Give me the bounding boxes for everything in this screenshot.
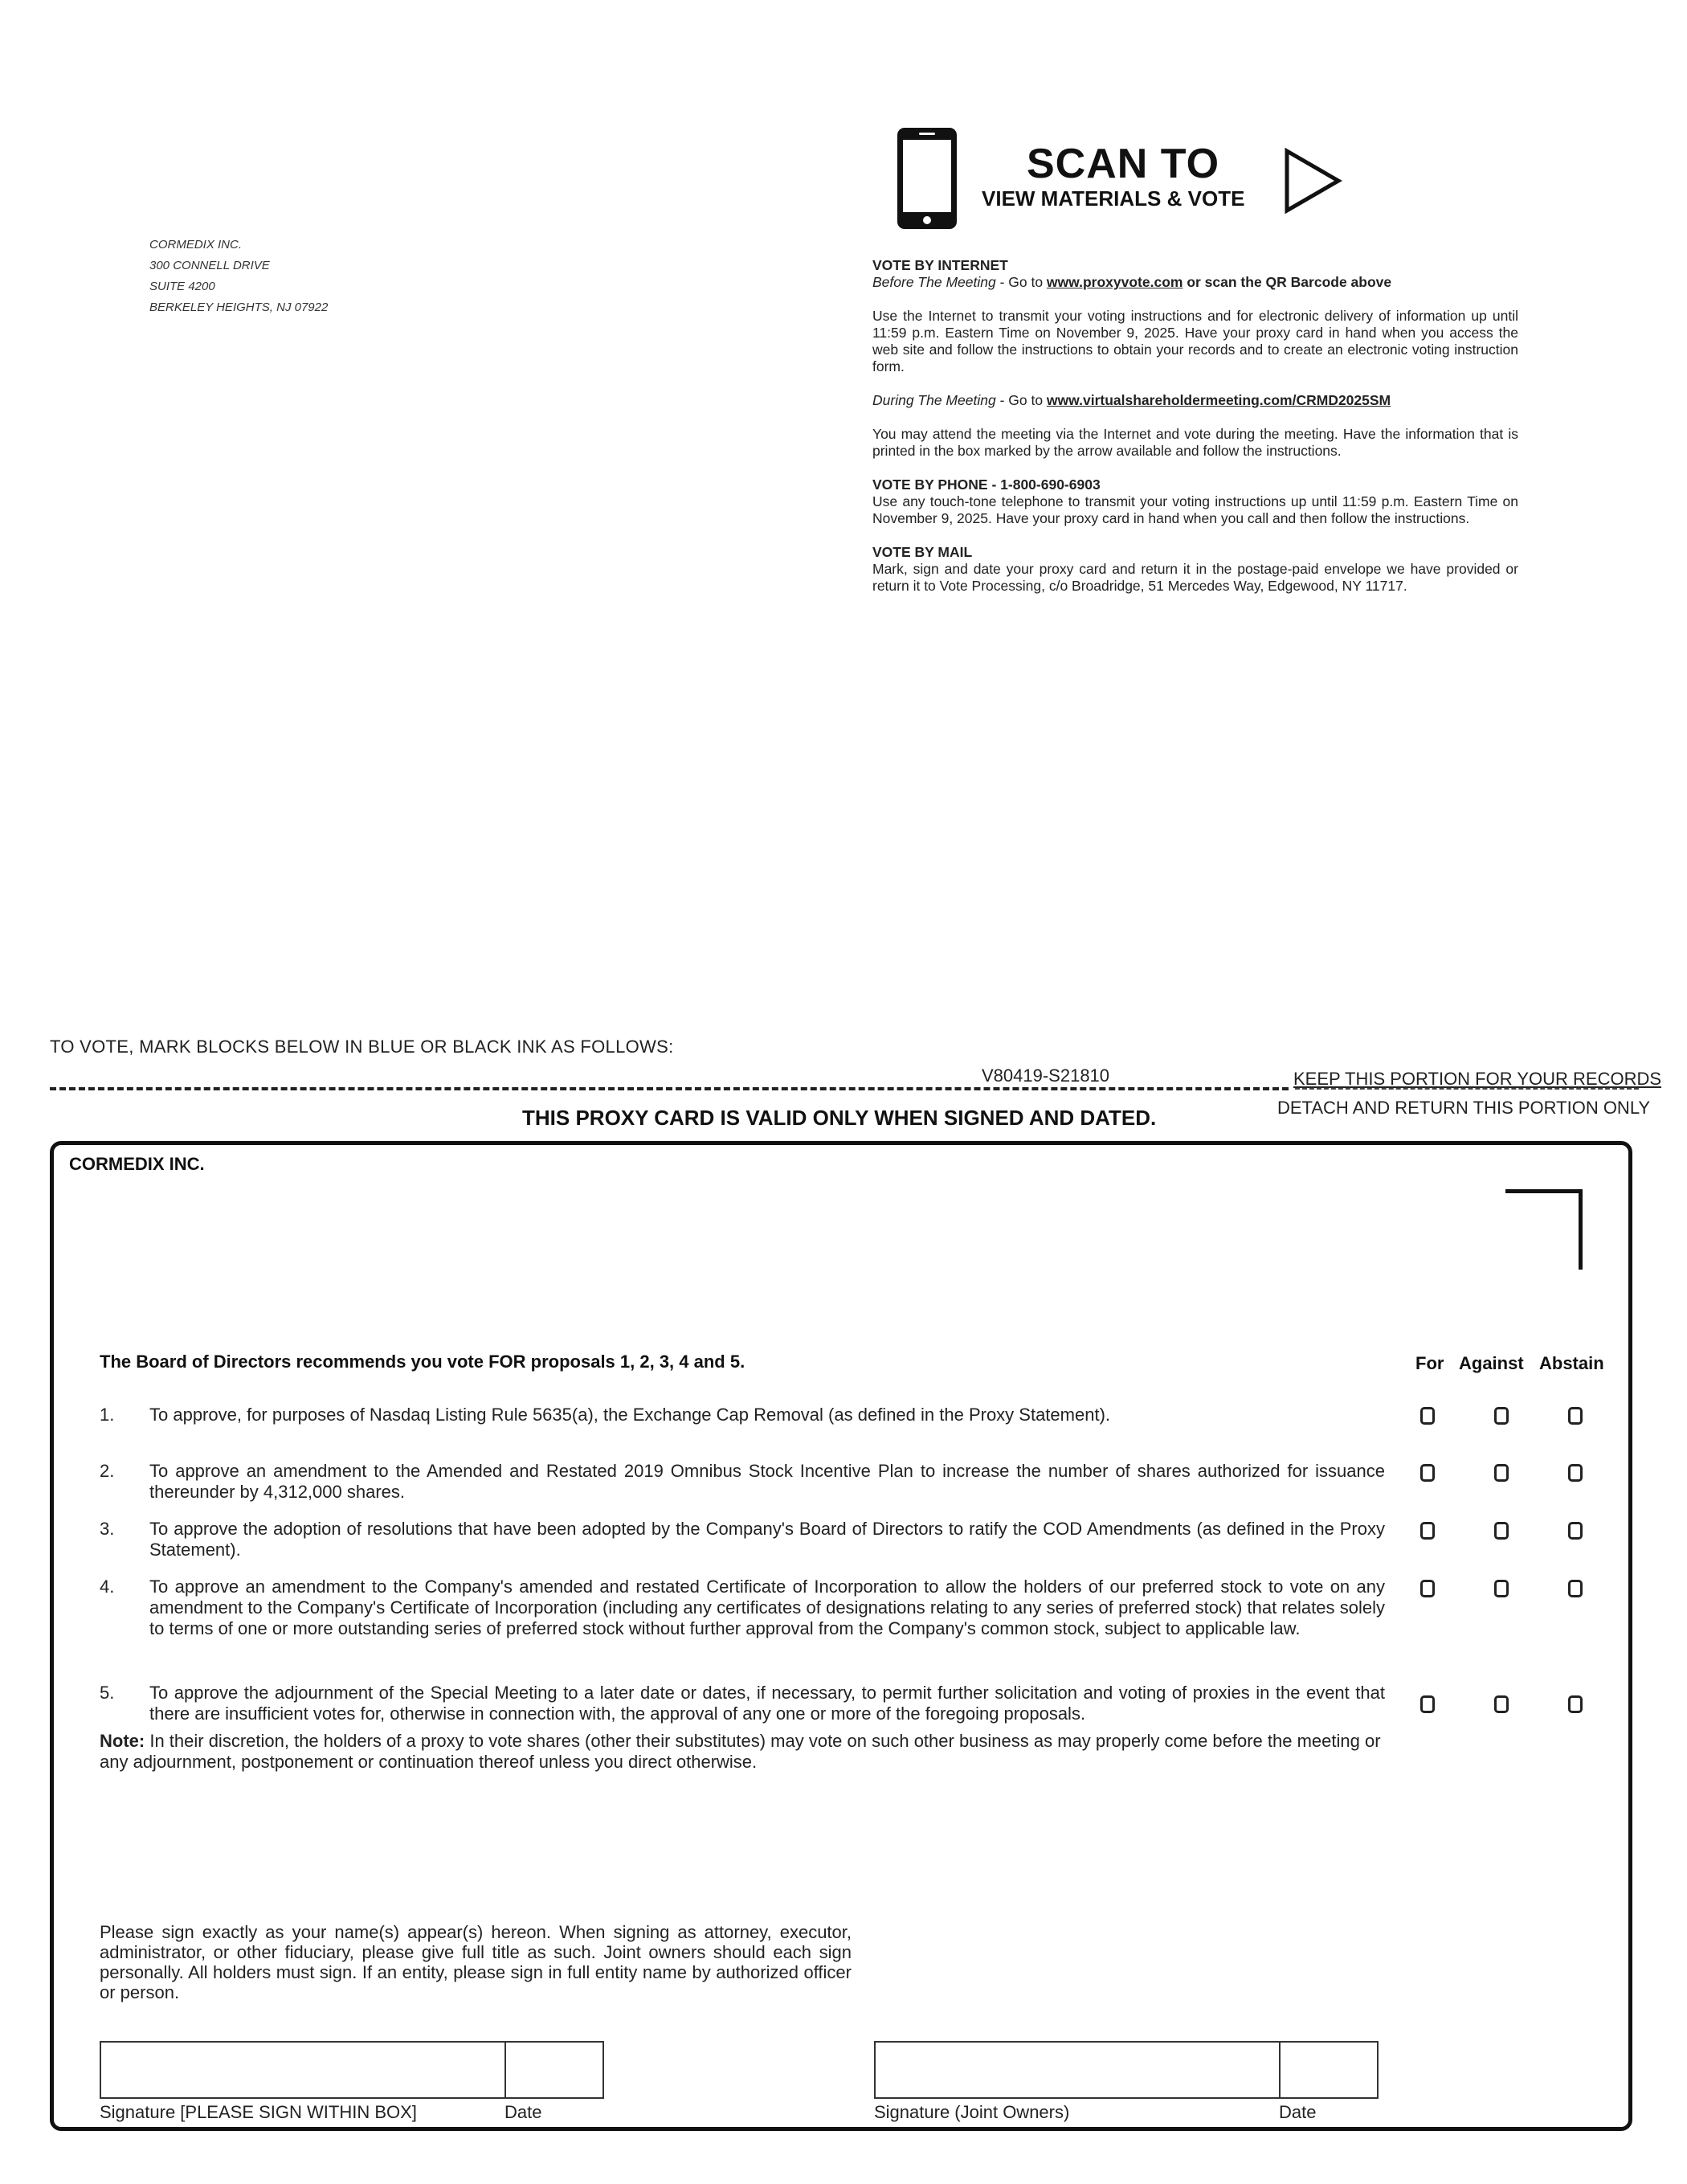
proposal-2-against-checkbox[interactable] bbox=[1494, 1464, 1509, 1482]
signing-instructions: Please sign exactly as your name(s) appear(s) hereon. When signing as attorney, executor, administrator, or other fiduciary, please give full title as such. Joint owners should each sign personally. All holders must sign. If an entity, please sign in full entity name by authorized officer or person. bbox=[100, 1922, 852, 2002]
date-box[interactable] bbox=[504, 2041, 604, 2099]
scan-title: SCAN TO bbox=[1027, 141, 1220, 187]
column-for: For bbox=[1415, 1353, 1444, 1373]
vote-by-internet-section bbox=[872, 257, 1518, 595]
proposal-3 bbox=[100, 1519, 1385, 1560]
proposal-4 bbox=[100, 1577, 1385, 1639]
detach-return-text: DETACH AND RETURN THIS PORTION ONLY bbox=[1277, 1098, 1651, 1118]
proposal-text: To approve the adjournment of the Special Meeting to a later date or dates, if necessary, to permit further solicitation and voting of proxies in the event that there are insufficient votes for, otherwise in connection with, the approval of any one or more of the foregoing proposals. bbox=[149, 1683, 1385, 1724]
proposal-5-abstain-checkbox[interactable] bbox=[1568, 1695, 1583, 1713]
proposal-number: 4. bbox=[100, 1577, 115, 1597]
internet-instructions: Use the Internet to transmit your voting instructions and for electronic delivery of information up until 11:59 p.m. Eastern Time on November 9, 2025. Have your proxy card in hand when you access the web site and follow the instructions to obtain your records and to create an electronic voting instruction form. bbox=[872, 308, 1518, 374]
address-line1: 300 CONNELL DRIVE bbox=[149, 259, 270, 272]
internet-heading: VOTE BY INTERNET bbox=[872, 257, 1008, 273]
proposal-number: 2. bbox=[100, 1461, 115, 1481]
return-address bbox=[149, 235, 328, 318]
note-label: Note: bbox=[100, 1731, 145, 1751]
proposal-text: To approve, for purposes of Nasdaq Listing Rule 5635(a), the Exchange Cap Removal (as defined in the Proxy Statement). bbox=[149, 1405, 1111, 1425]
before-go-text: - Go to bbox=[995, 274, 1047, 290]
proxyvote-link[interactable]: www.proxyvote.com bbox=[1046, 274, 1183, 290]
column-against: Against bbox=[1459, 1353, 1524, 1373]
proposal-3-for-checkbox[interactable] bbox=[1420, 1522, 1435, 1540]
proposal-5-against-checkbox[interactable] bbox=[1494, 1695, 1509, 1713]
during-go-text: - Go to bbox=[995, 392, 1047, 408]
proposal-5-for-checkbox[interactable] bbox=[1420, 1695, 1435, 1713]
address-line3: BERKELEY HEIGHTS, NJ 07922 bbox=[149, 301, 329, 314]
card-company-name: CORMEDIX INC. bbox=[69, 1154, 205, 1174]
date-label: Date bbox=[504, 2102, 542, 2122]
proposal-1-abstain-checkbox[interactable] bbox=[1568, 1407, 1583, 1425]
proposal-text: To approve an amendment to the Company's amended and restated Certificate of Incorporation to allow the holders of our preferred stock to vote on any amendment to the Company's Certificate of Incorporation (including any certificates of designations relating to any series of preferred stock) that relates solely to terms of one or more outstanding series of preferred stock without further approval from the Company's common stock, subject to applicable law. bbox=[149, 1577, 1385, 1638]
joint-date-label: Date bbox=[1279, 2102, 1317, 2122]
proposal-number: 1. bbox=[100, 1405, 115, 1425]
column-abstain: Abstain bbox=[1539, 1353, 1604, 1373]
proposal-4-for-checkbox[interactable] bbox=[1420, 1580, 1435, 1597]
detach-line bbox=[50, 1087, 1289, 1090]
keep-portion-text: KEEP THIS PORTION FOR YOUR RECORDS bbox=[1293, 1069, 1662, 1089]
valid-notice: THIS PROXY CARD IS VALID ONLY WHEN SIGNED AND DATED. bbox=[522, 1106, 1157, 1130]
address-company: CORMEDIX INC. bbox=[149, 238, 243, 252]
proposal-4-against-checkbox[interactable] bbox=[1494, 1580, 1509, 1597]
mail-heading: VOTE BY MAIL bbox=[872, 544, 973, 560]
discretion-note bbox=[100, 1731, 1385, 1773]
phone-heading: VOTE BY PHONE - 1-800-690-6903 bbox=[872, 476, 1101, 493]
proposal-number: 5. bbox=[100, 1683, 115, 1703]
proposal-text: To approve the adoption of resolutions that have been adopted by the Company's Board of Directors to ratify the COD Amendments (as defined in the Proxy Statement). bbox=[149, 1519, 1385, 1560]
joint-signature-label: Signature (Joint Owners) bbox=[874, 2102, 1070, 2122]
note-text: In their discretion, the holders of a proxy to vote shares (other their substitutes) may vote on such other business as may properly come before the meeting or any adjournment, postponement or continuation thereof unless you direct otherwise. bbox=[100, 1731, 1381, 1772]
proposal-1 bbox=[100, 1405, 1385, 1425]
virtual-meeting-link[interactable]: www.virtualshareholdermeeting.com/CRMD2025SM bbox=[1046, 392, 1391, 408]
proposal-2-for-checkbox[interactable] bbox=[1420, 1464, 1435, 1482]
during-meeting-label: During The Meeting bbox=[872, 392, 996, 408]
proposal-1-against-checkbox[interactable] bbox=[1494, 1407, 1509, 1425]
proposal-number: 3. bbox=[100, 1519, 115, 1539]
scan-subtitle: VIEW MATERIALS & VOTE bbox=[982, 186, 1245, 211]
during-meeting-line bbox=[872, 392, 1518, 409]
qr-barcode-text: or scan the QR Barcode above bbox=[1183, 274, 1392, 290]
signature-box[interactable] bbox=[100, 2041, 506, 2099]
signature-label: Signature [PLEASE SIGN WITHIN BOX] bbox=[100, 2102, 417, 2122]
joint-date-box[interactable] bbox=[1279, 2041, 1379, 2099]
smartphone-icon bbox=[895, 125, 959, 231]
to-vote-instructions: TO VOTE, MARK BLOCKS BELOW IN BLUE OR BLACK INK AS FOLLOWS: bbox=[50, 1037, 674, 1057]
proposal-2 bbox=[100, 1461, 1385, 1503]
mail-instructions: Mark, sign and date your proxy card and return it in the postage-paid envelope we have provided or return it to Vote Processing, c/o Broadridge, 51 Mercedes Way, Edgewood, NY 11717. bbox=[872, 561, 1518, 594]
proposal-5 bbox=[100, 1683, 1385, 1724]
proposal-3-against-checkbox[interactable] bbox=[1494, 1522, 1509, 1540]
board-recommendation: The Board of Directors recommends you vote FOR proposals 1, 2, 3, 4 and 5. bbox=[100, 1352, 745, 1372]
before-meeting-line bbox=[872, 274, 1518, 291]
proposal-text: To approve an amendment to the Amended and Restated 2019 Omnibus Stock Incentive Plan to increase the number of shares authorized for issuance thereunder by 4,312,000 shares. bbox=[149, 1461, 1385, 1502]
phone-instructions: Use any touch-tone telephone to transmit your voting instructions up until 11:59 p.m. Eastern Time on November 9, 2025. Have your proxy card in hand when you call and then follow the instructions. bbox=[872, 493, 1518, 526]
proposal-1-for-checkbox[interactable] bbox=[1420, 1407, 1435, 1425]
control-code: V80419-S21810 bbox=[982, 1065, 1110, 1086]
play-arrow-icon bbox=[1284, 148, 1343, 214]
corner-mark bbox=[1505, 1189, 1583, 1270]
proposal-3-abstain-checkbox[interactable] bbox=[1568, 1522, 1583, 1540]
joint-signature-box[interactable] bbox=[874, 2041, 1281, 2099]
before-meeting-label: Before The Meeting bbox=[872, 274, 996, 290]
attend-meeting-text: You may attend the meeting via the Internet and vote during the meeting. Have the information that is printed in the box marked by the arrow available and follow the instructions. bbox=[872, 426, 1518, 459]
proposal-2-abstain-checkbox[interactable] bbox=[1568, 1464, 1583, 1482]
proposal-4-abstain-checkbox[interactable] bbox=[1568, 1580, 1583, 1597]
address-line2: SUITE 4200 bbox=[149, 280, 215, 293]
